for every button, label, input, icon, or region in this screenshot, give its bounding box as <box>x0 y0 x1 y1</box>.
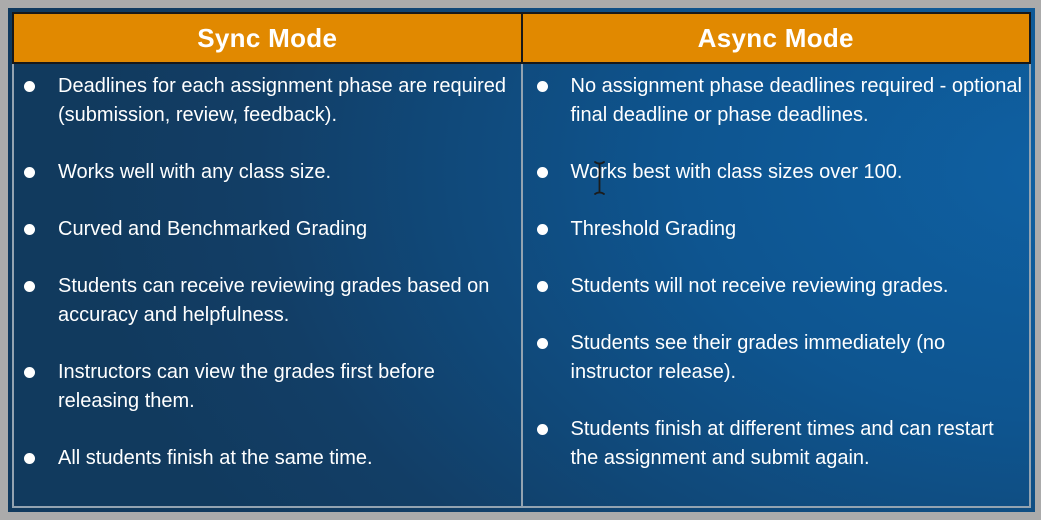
list-item: Curved and Benchmarked Grading <box>14 215 517 244</box>
list-item: Threshold Grading <box>523 215 1026 244</box>
table-header-row <box>12 12 1031 64</box>
table-body-row <box>12 64 1031 508</box>
list-item: Works best with class sizes over 100. <box>523 158 1026 187</box>
column-header-async-mode: Async Mode <box>697 22 854 53</box>
list-item: All students finish at the same time. <box>14 444 517 473</box>
list-item: Instructors can view the grades first before releasing them. <box>14 358 517 416</box>
list-item: Deadlines for each assignment phase are required (submission, review, feedback). <box>14 72 517 130</box>
list-item: Works well with any class size. <box>14 158 517 187</box>
list-item: No assignment phase deadlines required - optional final deadline or phase deadlines. <box>523 72 1026 130</box>
list-item: Students will not receive reviewing grades. <box>523 272 1026 301</box>
list-item: Students can receive reviewing grades based on accuracy and helpfulness. <box>14 272 517 330</box>
sync-bullet-list <box>14 72 517 473</box>
comparison-table <box>12 12 1031 508</box>
column-body-async-mode <box>523 64 1030 506</box>
list-item: Students finish at different times and can restart the assignment and submit again. <box>523 415 1026 473</box>
column-header-sync-mode: Sync Mode <box>14 14 523 62</box>
async-bullet-list <box>523 72 1026 473</box>
list-item: Students see their grades immediately (no instructor release). <box>523 329 1026 387</box>
column-body-sync-mode <box>14 64 523 506</box>
slide-background <box>8 8 1035 512</box>
